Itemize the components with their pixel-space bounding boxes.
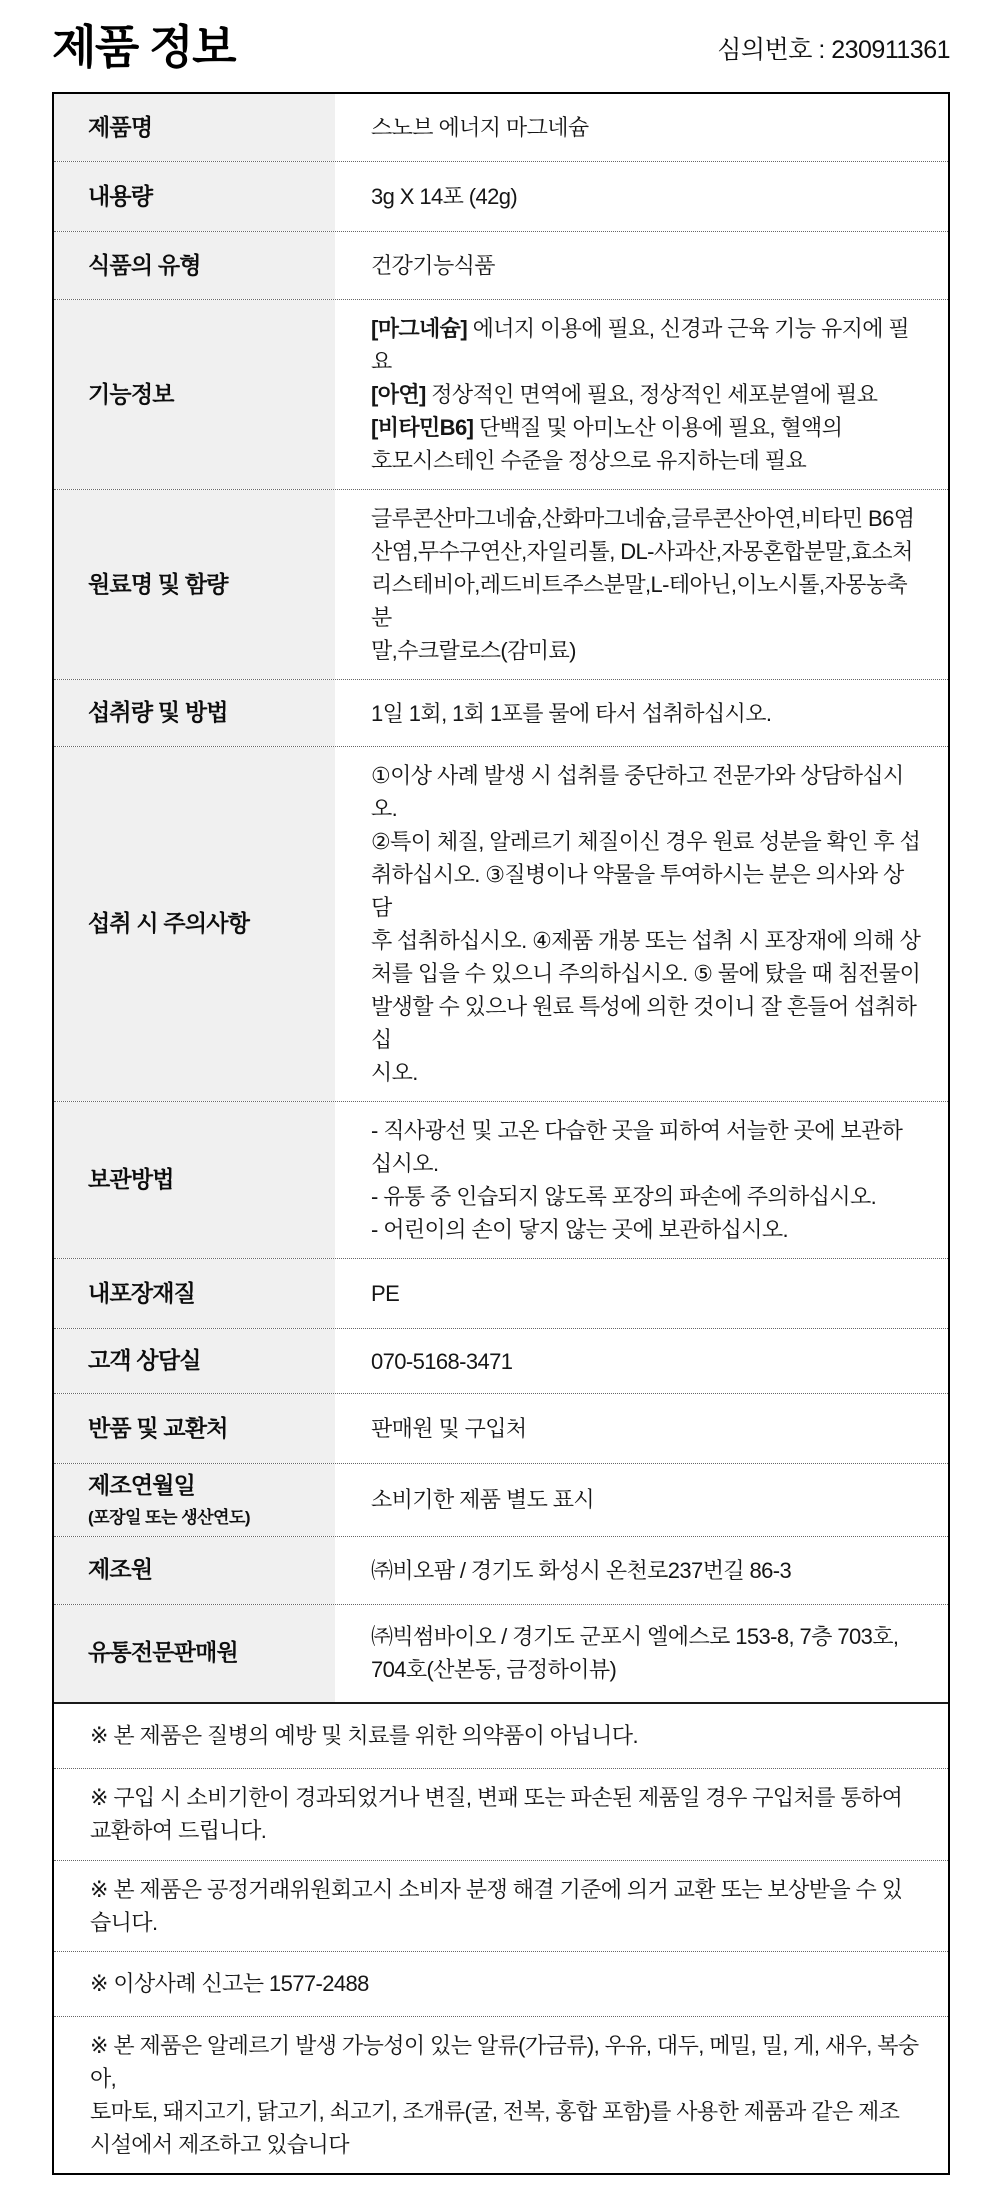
value-line: 704호(산본동, 금정하이뷰) (371, 1657, 617, 1683)
row-label-inner-packaging: 내포장재질 (54, 1259, 335, 1328)
table-row-note-exchange-policy (54, 1768, 948, 1860)
row-label-precautions: 섭취 시 주의사항 (54, 747, 335, 1101)
note-text-note-allergy (54, 2017, 948, 2173)
value-line: ※ 이상사례 신고는 1577-2488 (90, 1971, 369, 1997)
value-line: ※ 본 제품은 질병의 예방 및 치료를 위한 의약품이 아닙니다. (90, 1723, 638, 1749)
table-row-storage (54, 1101, 948, 1258)
value-line: 호모시스테인 수준을 정상으로 유지하는데 필요 (371, 448, 807, 473)
row-value-net-content (335, 162, 948, 231)
row-value-inner-packaging (335, 1259, 948, 1328)
row-label-product-name: 제품명 (54, 94, 335, 161)
value-line: 소비기한 제품 별도 표시 (371, 1487, 595, 1513)
table-row-distributor (54, 1604, 948, 1702)
table-row-note-allergy (54, 2016, 948, 2173)
page-header (52, 21, 950, 73)
value-line: 건강기능식품 (371, 253, 495, 278)
table-row-inner-packaging (54, 1258, 948, 1328)
table-row-intake-method (54, 679, 948, 746)
value-line: 발생할 수 있으나 원료 특성에 의한 것이니 잘 흔들어 섭취하십 (371, 994, 917, 1052)
row-label-return-exchange: 반품 및 교환처 (54, 1394, 335, 1463)
row-value-distributor (335, 1605, 948, 1702)
value-line: ※ 구입 시 소비기한이 경과되었거나 변질, 변패 또는 파손된 제품일 경우 구입처를 통하여 (90, 1785, 903, 1811)
value-line: 1일 1회, 1회 1포를 물에 타서 섭취하십시오. (371, 700, 772, 726)
product-table (52, 92, 950, 2175)
value-line: 처를 입을 수 있으니 주의하십시오. ⑤ 물에 탔을 때 침전물이 (371, 961, 921, 986)
value-line: PE (371, 1281, 400, 1306)
value-line: ㈜빅썸바이오 / 경기도 군포시 엘에스로 153-8, 7층 703호, (371, 1624, 899, 1650)
row-value-precautions (335, 747, 948, 1101)
table-row-ingredients (54, 489, 948, 679)
row-value-function-info (335, 300, 948, 489)
value-line: ①이상 사례 발생 시 섭취를 중단하고 전문가와 상담하십시오. (371, 763, 904, 821)
row-label-function-info: 기능정보 (54, 300, 335, 489)
value-line: 시오. (371, 1060, 418, 1085)
note-text-note-not-medicine (54, 1704, 948, 1768)
note-text-note-compensation (54, 1861, 948, 1951)
row-label-net-content: 내용량 (54, 162, 335, 231)
value-line: 교환하여 드립니다. (90, 1818, 267, 1844)
row-value-product-name (335, 94, 948, 161)
row-value-storage (335, 1102, 948, 1258)
row-value-ingredients (335, 490, 948, 679)
value-line: 070-5168-3471 (371, 1348, 513, 1374)
row-label-food-type: 식품의 유형 (54, 232, 335, 299)
row-value-manufacture-date (335, 1464, 948, 1536)
table-row-precautions (54, 746, 948, 1101)
table-row-manufacture-date (54, 1463, 948, 1536)
review-number: 심의번호 : 230911361 (717, 36, 950, 64)
row-label-sub: (포장일 또는 생산연도) (88, 1507, 251, 1527)
row-label-ingredients: 원료명 및 함량 (54, 490, 335, 679)
note-text-note-exchange-policy (54, 1769, 948, 1860)
table-row-note-adverse-report (54, 1951, 948, 2016)
row-label-manufacture-date: 제조연월일 (포장일 또는 생산연도) (54, 1464, 335, 1536)
value-line: ②특이 체질, 알레르기 체질이신 경우 원료 성분을 확인 후 섭 (371, 829, 921, 854)
value-line: ㈜비오팜 / 경기도 화성시 온천로237번길 86-3 (371, 1557, 792, 1583)
table-row-food-type (54, 231, 948, 299)
value-line: - 유통 중 인습되지 않도록 포장의 파손에 주의하십시오. (371, 1184, 877, 1209)
row-label-distributor: 유통전문판매원 (54, 1605, 335, 1702)
table-row-function-info (54, 299, 948, 489)
value-line: - 어린이의 손이 닿지 않는 곳에 보관하십시오. (371, 1217, 789, 1242)
value-line: 산염,무수구연산,자일리톨, DL-사과산,자몽혼합분말,효소처 (371, 539, 913, 564)
row-value-return-exchange (335, 1394, 948, 1463)
value-line: 스노브 에너지 마그네슘 (371, 115, 589, 140)
value-line: [아연] 정상적인 면역에 필요, 정상적인 세포분열에 필요 (371, 382, 878, 407)
table-row-return-exchange (54, 1393, 948, 1463)
value-line: 토마토, 돼지고기, 닭고기, 쇠고기, 조개류(굴, 전복, 홍합 포함)를 사용한 제품과 같은 제조 (90, 2098, 900, 2124)
row-value-intake-method (335, 680, 948, 746)
value-line: 취하십시오. ③질병이나 약물을 투여하시는 분은 의사와 상담 (371, 862, 904, 920)
note-text-note-adverse-report (54, 1952, 948, 2016)
row-value-manufacturer (335, 1537, 948, 1604)
table-row-customer-service (54, 1328, 948, 1393)
value-line: - 직사광선 및 고온 다습한 곳을 피하여 서늘한 곳에 보관하십시오. (371, 1118, 903, 1176)
value-line: 후 섭취하십시오. ④제품 개봉 또는 섭취 시 포장재에 의해 상 (371, 928, 921, 953)
value-line: ※ 본 제품은 공정거래위원회고시 소비자 분쟁 해결 기준에 의거 교환 또는 보상받을 수 있습니다. (90, 1876, 903, 1935)
table-row-note-not-medicine (54, 1702, 948, 1768)
table-row-manufacturer (54, 1536, 948, 1604)
row-label-storage: 보관방법 (54, 1102, 335, 1258)
value-line: [마그네슘] 에너지 이용에 필요, 신경과 근육 기능 유지에 필요 (371, 316, 910, 374)
row-label-intake-method: 섭취량 및 방법 (54, 680, 335, 746)
row-label-customer-service: 고객 상담실 (54, 1329, 335, 1393)
row-value-customer-service (335, 1329, 948, 1393)
row-value-food-type (335, 232, 948, 299)
table-row-note-compensation (54, 1860, 948, 1951)
table-row-product-name (54, 94, 948, 161)
value-line: 3g X 14포 (42g) (371, 184, 518, 209)
value-line: 판매원 및 구입처 (371, 1416, 527, 1441)
page-title: 제품 정보 (52, 21, 236, 73)
value-line: [비타민B6] 단백질 및 아미노산 이용에 필요, 혈액의 (371, 415, 843, 440)
value-line: 글루콘산마그네슘,산화마그네슘,글루콘산아연,비타민 B6염 (371, 506, 915, 531)
value-line: ※ 본 제품은 알레르기 발생 가능성이 있는 알류(가금류), 우유, 대두, 메밀, 밀, 게, 새우, 복숭아, (90, 2032, 919, 2091)
table-row-net-content (54, 161, 948, 231)
value-line: 시설에서 제조하고 있습니다 (90, 2131, 349, 2157)
value-line: 리스테비아,레드비트주스분말,L-테아닌,이노시톨,자몽농축분 (371, 572, 908, 630)
value-line: 말,수크랄로스(감미료) (371, 638, 576, 663)
row-label-manufacturer: 제조원 (54, 1537, 335, 1604)
